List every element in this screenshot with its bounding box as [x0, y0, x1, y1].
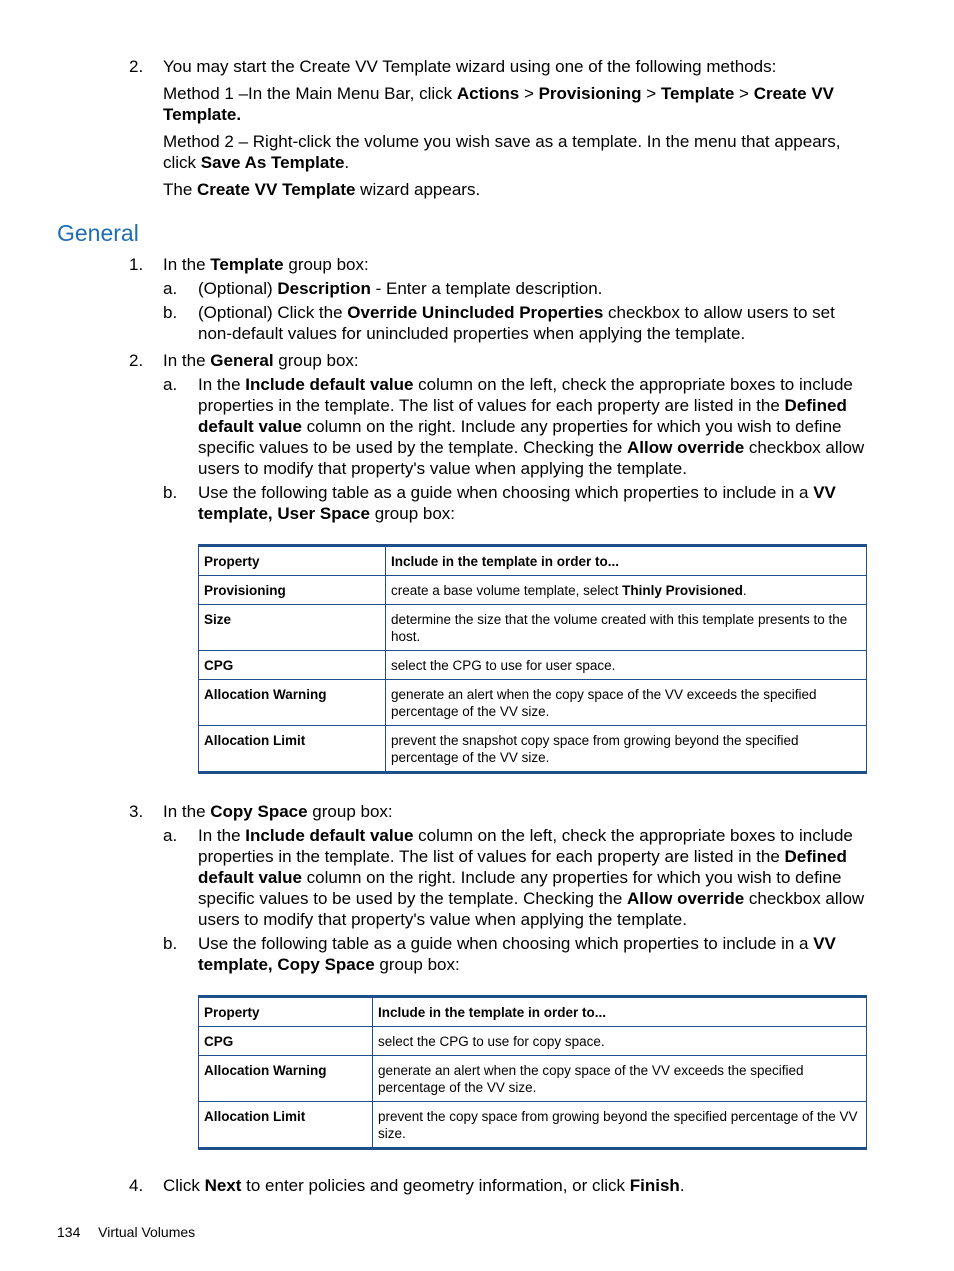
- table-header-row: [199, 997, 867, 1027]
- intro-text: You may start the Create VV Template wizard using one of the following methods:: [163, 57, 777, 76]
- table-cell-property: Allocation Warning: [199, 1056, 373, 1102]
- table-header-row: [199, 546, 867, 576]
- table-cell-property: Provisioning: [199, 576, 386, 605]
- table-row: [199, 726, 867, 773]
- table-cell-property: CPG: [199, 651, 386, 680]
- table-cell-property: Allocation Limit: [199, 1102, 373, 1149]
- table-cell-description: select the CPG to use for user space.: [386, 651, 867, 680]
- list-letter: a.: [163, 826, 178, 845]
- page-number: 134: [57, 1224, 81, 1240]
- user-space-table: [198, 544, 867, 774]
- list-letter: b.: [163, 934, 178, 953]
- list-letter: a.: [163, 375, 178, 394]
- step-2-text: In the General group box:: [163, 351, 359, 370]
- table-cell-description: select the CPG to use for copy space.: [373, 1027, 867, 1056]
- table-cell-property: Allocation Limit: [199, 726, 386, 773]
- table-cell-description: prevent the copy space from growing beyond the specified percentage of the VV size.: [373, 1102, 867, 1149]
- step-1a-text: (Optional) Description - Enter a template description.: [198, 279, 603, 298]
- step-1b-text: (Optional) Click the Override Unincluded Properties checkbox to allow users to set non-default values for unincluded properties when applying the template.: [198, 303, 835, 343]
- table-row: [199, 680, 867, 726]
- list-number: 2.: [129, 57, 144, 76]
- table-cell-property: Size: [199, 605, 386, 651]
- table-cell-property: CPG: [199, 1027, 373, 1056]
- step-4-text: Click Next to enter policies and geometry information, or click Finish.: [163, 1176, 685, 1195]
- table-cell-description: create a base volume template, select Thinly Provisioned.: [386, 576, 867, 605]
- step-1-text: In the Template group box:: [163, 255, 369, 274]
- section-heading: General: [57, 220, 139, 246]
- step-3b-text: Use the following table as a guide when choosing which properties to include in a VV template, Copy Space group box:: [198, 934, 836, 974]
- step-2a-text: In the Include default value column on the left, check the appropriate boxes to include properties in the template. The list of values for each property are listed in the Defined default value column on the right. Include any properties for which you wish to define specific values to be used by the template. Checking the Allow override checkbox allow users to modify that property's value when applying the template.: [198, 375, 865, 478]
- table-row: [199, 1102, 867, 1149]
- step-3a-text: In the Include default value column on the left, check the appropriate boxes to include properties in the template. The list of values for each property are listed in the Defined default value column on the right. Include any properties for which you wish to define specific values to be used by the template. Checking the Allow override checkbox allow users to modify that property's value when applying the template.: [198, 826, 865, 929]
- table-row: [199, 1027, 867, 1056]
- table-row: [199, 651, 867, 680]
- list-number: 4.: [129, 1176, 144, 1195]
- list-number: 1.: [129, 255, 144, 274]
- wizard-appears-text: The Create VV Template wizard appears.: [163, 180, 481, 199]
- table-row: [199, 605, 867, 651]
- table-header-property: Property: [199, 997, 373, 1027]
- table-cell-property: Allocation Warning: [199, 680, 386, 726]
- table-row: [199, 576, 867, 605]
- list-letter: a.: [163, 279, 178, 298]
- table-cell-description: prevent the snapshot copy space from growing beyond the specified percentage of the VV size.: [386, 726, 867, 773]
- table-row: [199, 1056, 867, 1102]
- footer-section-title: Virtual Volumes: [98, 1224, 196, 1240]
- list-number: 2.: [129, 351, 144, 370]
- page-footer: [57, 1223, 195, 1241]
- list-letter: b.: [163, 483, 178, 502]
- table-cell-description: generate an alert when the copy space of the VV exceeds the specified percentage of the VV size.: [386, 680, 867, 726]
- table-cell-description: determine the size that the volume created with this template presents to the host.: [386, 605, 867, 651]
- method-2-text: Method 2 – Right-click the volume you wish save as a template. In the menu that appears, click Save As Template.: [163, 132, 841, 172]
- step-2b-text: Use the following table as a guide when choosing which properties to include in a VV template, User Space group box:: [198, 483, 836, 523]
- table-cell-description: generate an alert when the copy space of the VV exceeds the specified percentage of the VV size.: [373, 1056, 867, 1102]
- table-header-include: Include in the template in order to...: [386, 546, 867, 576]
- table-header-include: Include in the template in order to...: [373, 997, 867, 1027]
- table-header-property: Property: [199, 546, 386, 576]
- step-3-text: In the Copy Space group box:: [163, 802, 393, 821]
- list-number: 3.: [129, 802, 144, 821]
- method-1-text: Method 1 –In the Main Menu Bar, click Actions > Provisioning > Template > Create VV Template.: [163, 84, 835, 124]
- list-letter: b.: [163, 303, 178, 322]
- copy-space-table: [198, 995, 867, 1150]
